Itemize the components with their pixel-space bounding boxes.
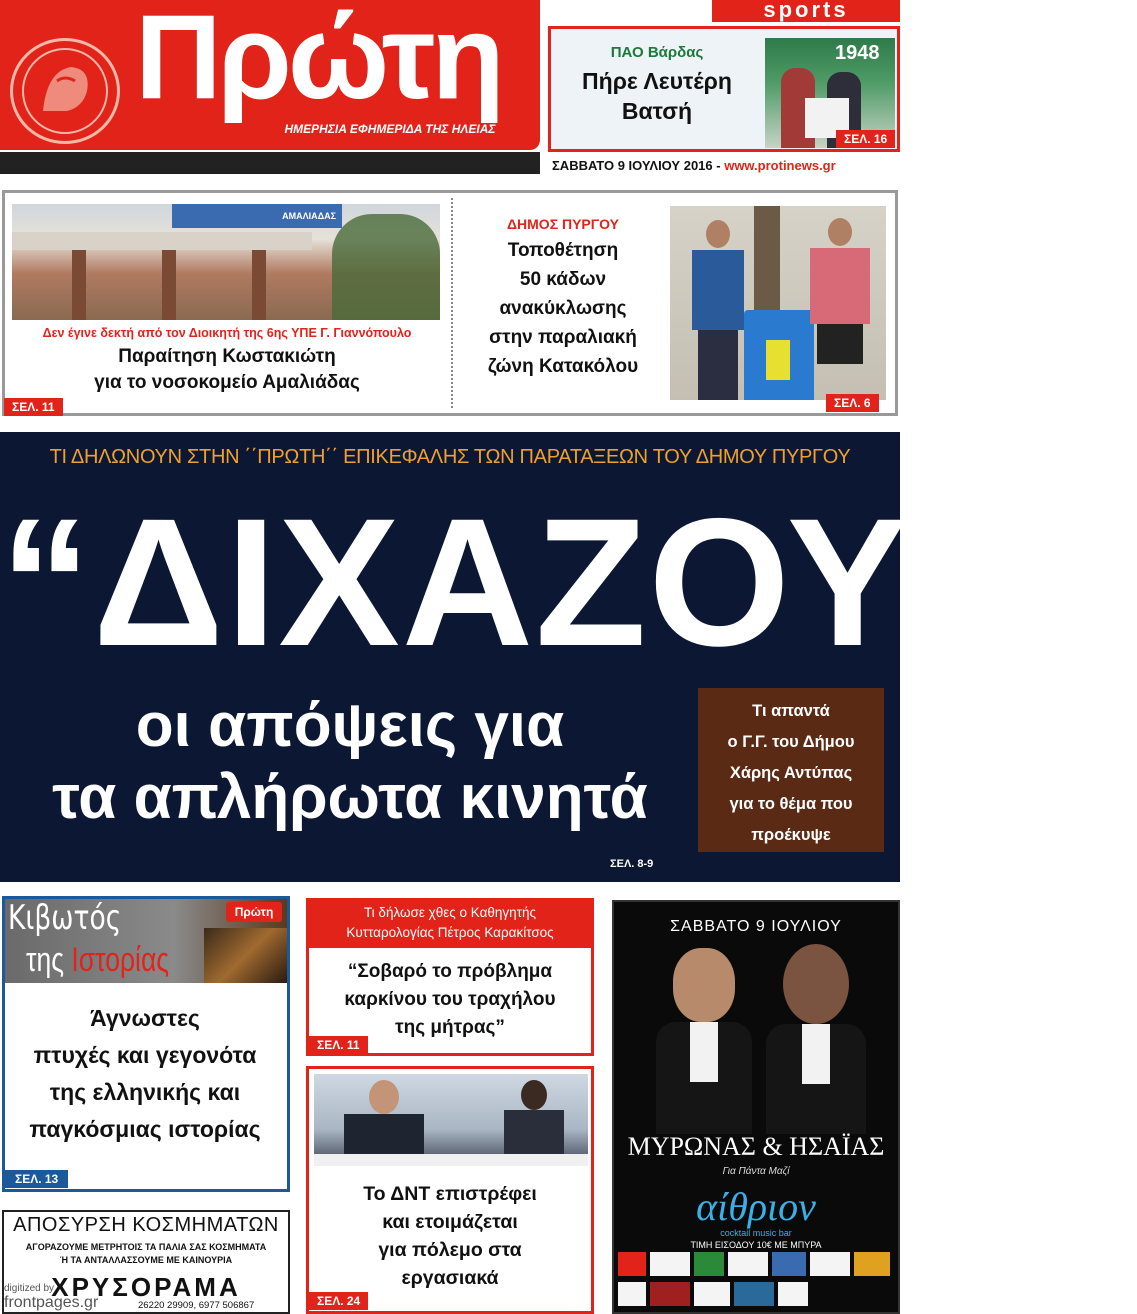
hospital-kicker: Δεν έγινε δεκτή από τον Διοικητή της 6ης ΥΠΕ Γ. Γιαννόπουλο: [42, 326, 412, 340]
hospital-sign: [172, 204, 342, 228]
main-kicker: ΤΙ ΔΗΛΩΝΟΥΝ ΣΤΗΝ ΄΄ΠΡΩΤΗ΄΄ ΕΠΙΚΕΦΑΛΗΣ ΤΩΝ ΠΑΡΑΤΑΞΕΩΝ ΤΟΥ ΔΗΜΟΥ ΠΥΡΓΟΥ: [49, 446, 851, 468]
sports-headline: Πήρε Λευτέρη Βατσή: [582, 68, 732, 124]
imf-page-ref: ΣΕΛ. 24: [309, 1292, 368, 1310]
sports-photo-text: 1948: [835, 42, 880, 64]
jewelry-ad-title: ΑΠΟΣΥΡΣΗ ΚΟΣΜΗΜΑΤΩΝ: [13, 1214, 279, 1236]
masthead-title: Πρώτη: [135, 0, 501, 124]
singer-left: [656, 948, 752, 1134]
imf-headline: Το ΔΝΤ επιστρέφει και ετοιμάζεται για πόλεμο στα εργασιακά: [363, 1183, 537, 1289]
main-headline: “ΔΙΧΑΖΟΥΝ”: [0, 480, 1137, 684]
masthead-subtitle: ΗΜΕΡΗΣΙΑ ΕΦΗΜΕΡΙΔΑ ΤΗΣ ΗΛΕΙΑΣ: [284, 122, 496, 136]
watermark: [4, 1282, 98, 1310]
issue-date: ΣΑΒΒΑΤΟ 9 ΙΟΥΛΙΟΥ 2016 -: [552, 158, 721, 173]
history-page-ref: ΣΕΛ. 13: [5, 1170, 68, 1188]
hospital-trees: [332, 214, 440, 320]
imf-photo: [314, 1074, 588, 1166]
hospital-headline: Παραίτηση Κωστακιώτη για το νοσοκομείο Αμαλιάδας: [94, 346, 360, 393]
singer-right: [766, 944, 866, 1134]
sports-kicker: ΠΑΟ Βάρδας: [610, 44, 704, 61]
jewelry-ad-line1: ΑΓΟΡΑΖΟΥΜΕ ΜΕΤΡΗΤΟΙΣ ΤΑ ΠΑΛΙΑ ΣΑΣ ΚΟΣΜΗΜΑΤΑ: [25, 1242, 267, 1252]
main-sidebar: Τι απαντά ο Γ.Γ. του Δήμου Χάρης Αντύπας για το θέμα που προέκυψε: [698, 688, 884, 852]
watermark-line1: digitized by: [4, 1283, 55, 1294]
imf-table: [314, 1154, 588, 1166]
recycling-kicker: ΔΗΜΟΣ ΠΥΡΓΟΥ: [506, 216, 620, 232]
person-left: [692, 220, 744, 400]
history-title-2: της Ιστορίας: [26, 941, 170, 979]
masthead-logo-emblem: [10, 38, 120, 144]
hospital-pillar-3: [252, 250, 266, 320]
concert-venue-sub: cocktail music bar: [720, 1228, 792, 1238]
hospital-photo: [12, 204, 440, 320]
history-title-1: Κιβωτός: [8, 898, 122, 938]
hospital-canopy: [12, 232, 312, 250]
concert-entry: ΤΙΜΗ ΕΙΣΟΔΟΥ 10€ ΜΕ ΜΠΥΡΑ: [690, 1240, 822, 1250]
concert-sponsor-logos: [618, 1252, 894, 1308]
history-text: Άγνωστες πτυχές και γεγονότα της ελληνικής και παγκόσμιας ιστορίας: [29, 1005, 261, 1142]
recycling-headline: Τοποθέτηση 50 κάδων ανακύκλωσης στην παραλιακή ζώνη Κατακόλου: [487, 240, 639, 377]
issue-info-bar: [0, 152, 540, 192]
jewelry-ad-brand: ΧΡΥΣΟΡΑΜΑ: [51, 1272, 241, 1302]
cancer-kicker: Τι δήλωσε χθες ο Καθηγητής Κυτταρολογίας Πέτρος Καρακίτσος: [306, 898, 594, 948]
concert-venue: αίθριον: [696, 1184, 816, 1229]
website-link[interactable]: www.protinews.gr: [724, 158, 836, 173]
concert-tagline: Για Πάντα Μαζί: [722, 1166, 790, 1177]
recycling-page-ref: ΣΕΛ. 6: [826, 394, 879, 412]
top-stories-divider: [451, 198, 453, 408]
concert-photo: [618, 944, 894, 1134]
cancer-page-ref: ΣΕΛ. 11: [309, 1036, 368, 1054]
history-banner-image: [204, 928, 287, 983]
main-page-ref: ΣΕΛ. 8-9: [610, 858, 654, 870]
concert-artists: ΜΥΡΩΝΑΣ & ΗΣΑΪΑΣ: [627, 1132, 885, 1161]
sports-page-ref: ΣΕΛ. 16: [836, 130, 895, 148]
hospital-pillar-1: [72, 250, 86, 320]
cancer-headline: “Σοβαρό το πρόβλημα καρκίνου του τραχήλου της μήτρας”: [344, 961, 556, 1038]
issue-info: Ετος 13ο / ΑΡ. ΦΥΛΛΟΥ: 4269 / Τιμή: 80λ. / (Εκτός Νομού 1 Ευρώ): [32, 178, 428, 192]
history-badge: Πρώτη: [226, 902, 282, 922]
main-subheadline: οι απόψεις για τα απλήρωτα κινητά: [52, 691, 648, 832]
hospital-pillar-2: [162, 250, 176, 320]
sports-header: [712, 0, 900, 22]
jewelry-ad-line2: Ή ΤΑ ΑΝΤΑΛΛΑΣΣΟΥΜΕ ΜΕ ΚΑΙΝΟΥΡΙΑ: [59, 1255, 233, 1265]
watermark-line2: frontpages.gr: [4, 1294, 99, 1311]
concert-date: ΣΑΒΒΑΤΟ 9 ΙΟΥΛΙΟΥ: [670, 918, 842, 935]
jewelry-ad-phone: 26220 29909, 6977 506867: [138, 1300, 255, 1311]
person-right: [810, 218, 870, 398]
sports-label: sports: [763, 0, 849, 22]
hospital-sign-text: ΑΜΑΛΙΑΔΑΣ: [282, 211, 336, 221]
recycling-photo: [670, 206, 886, 400]
hospital-page-ref: ΣΕΛ. 11: [4, 398, 63, 416]
date-bar: [552, 158, 900, 173]
recycling-bin: [744, 310, 814, 400]
